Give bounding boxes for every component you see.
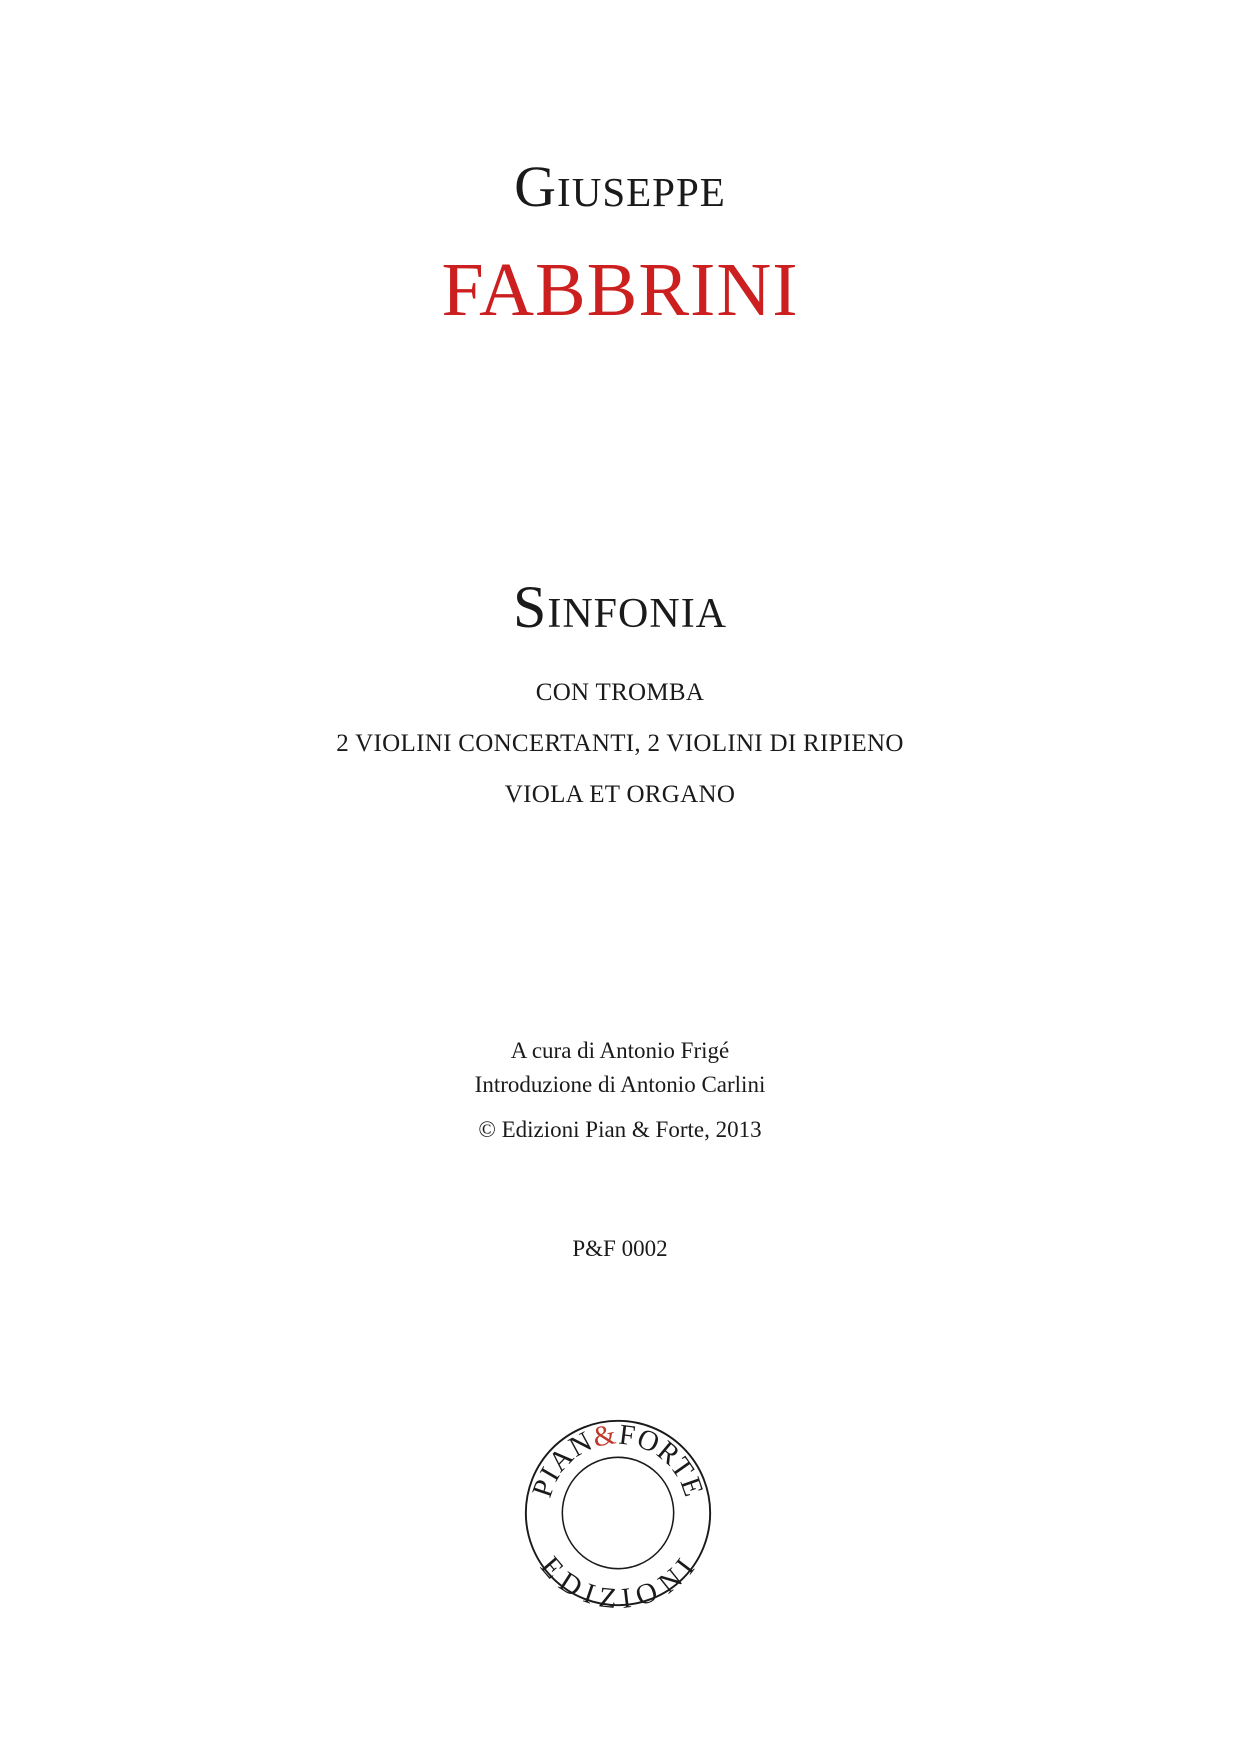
instrumentation-line: CON TROMBA xyxy=(535,679,705,706)
svg-text:PIAN&FORTE xyxy=(526,1418,710,1501)
publisher-seal-logo xyxy=(522,1417,714,1609)
editor-credit: A cura di Antonio Frigé xyxy=(510,1038,730,1063)
catalog-number: P&F 0002 xyxy=(572,1236,668,1261)
composer-first-name: Giuseppe xyxy=(514,154,726,219)
work-title: Sinfonia xyxy=(512,574,728,640)
instrumentation-line: VIOLA ET ORGANO xyxy=(504,781,736,808)
seal-ampersand: & xyxy=(590,1418,620,1454)
composer-last-name: FABBRINI xyxy=(441,248,799,332)
svg-text:EDIZIONI xyxy=(534,1551,703,1609)
seal-top-text-2: FORTE xyxy=(617,1418,710,1502)
seal-bottom-text: EDIZIONI xyxy=(533,1550,703,1609)
instrumentation-line: 2 VIOLINI CONCERTANTI, 2 VIOLINI DI RIPIENO xyxy=(336,730,904,757)
instrumentation xyxy=(0,667,1240,820)
copyright-notice: © Edizioni Pian & Forte, 2013 xyxy=(478,1117,762,1142)
seal-top-text-1: PIAN xyxy=(526,1424,599,1502)
introduction-credit: Introduzione di Antonio Carlini xyxy=(474,1072,766,1097)
credits xyxy=(0,1034,1240,1102)
